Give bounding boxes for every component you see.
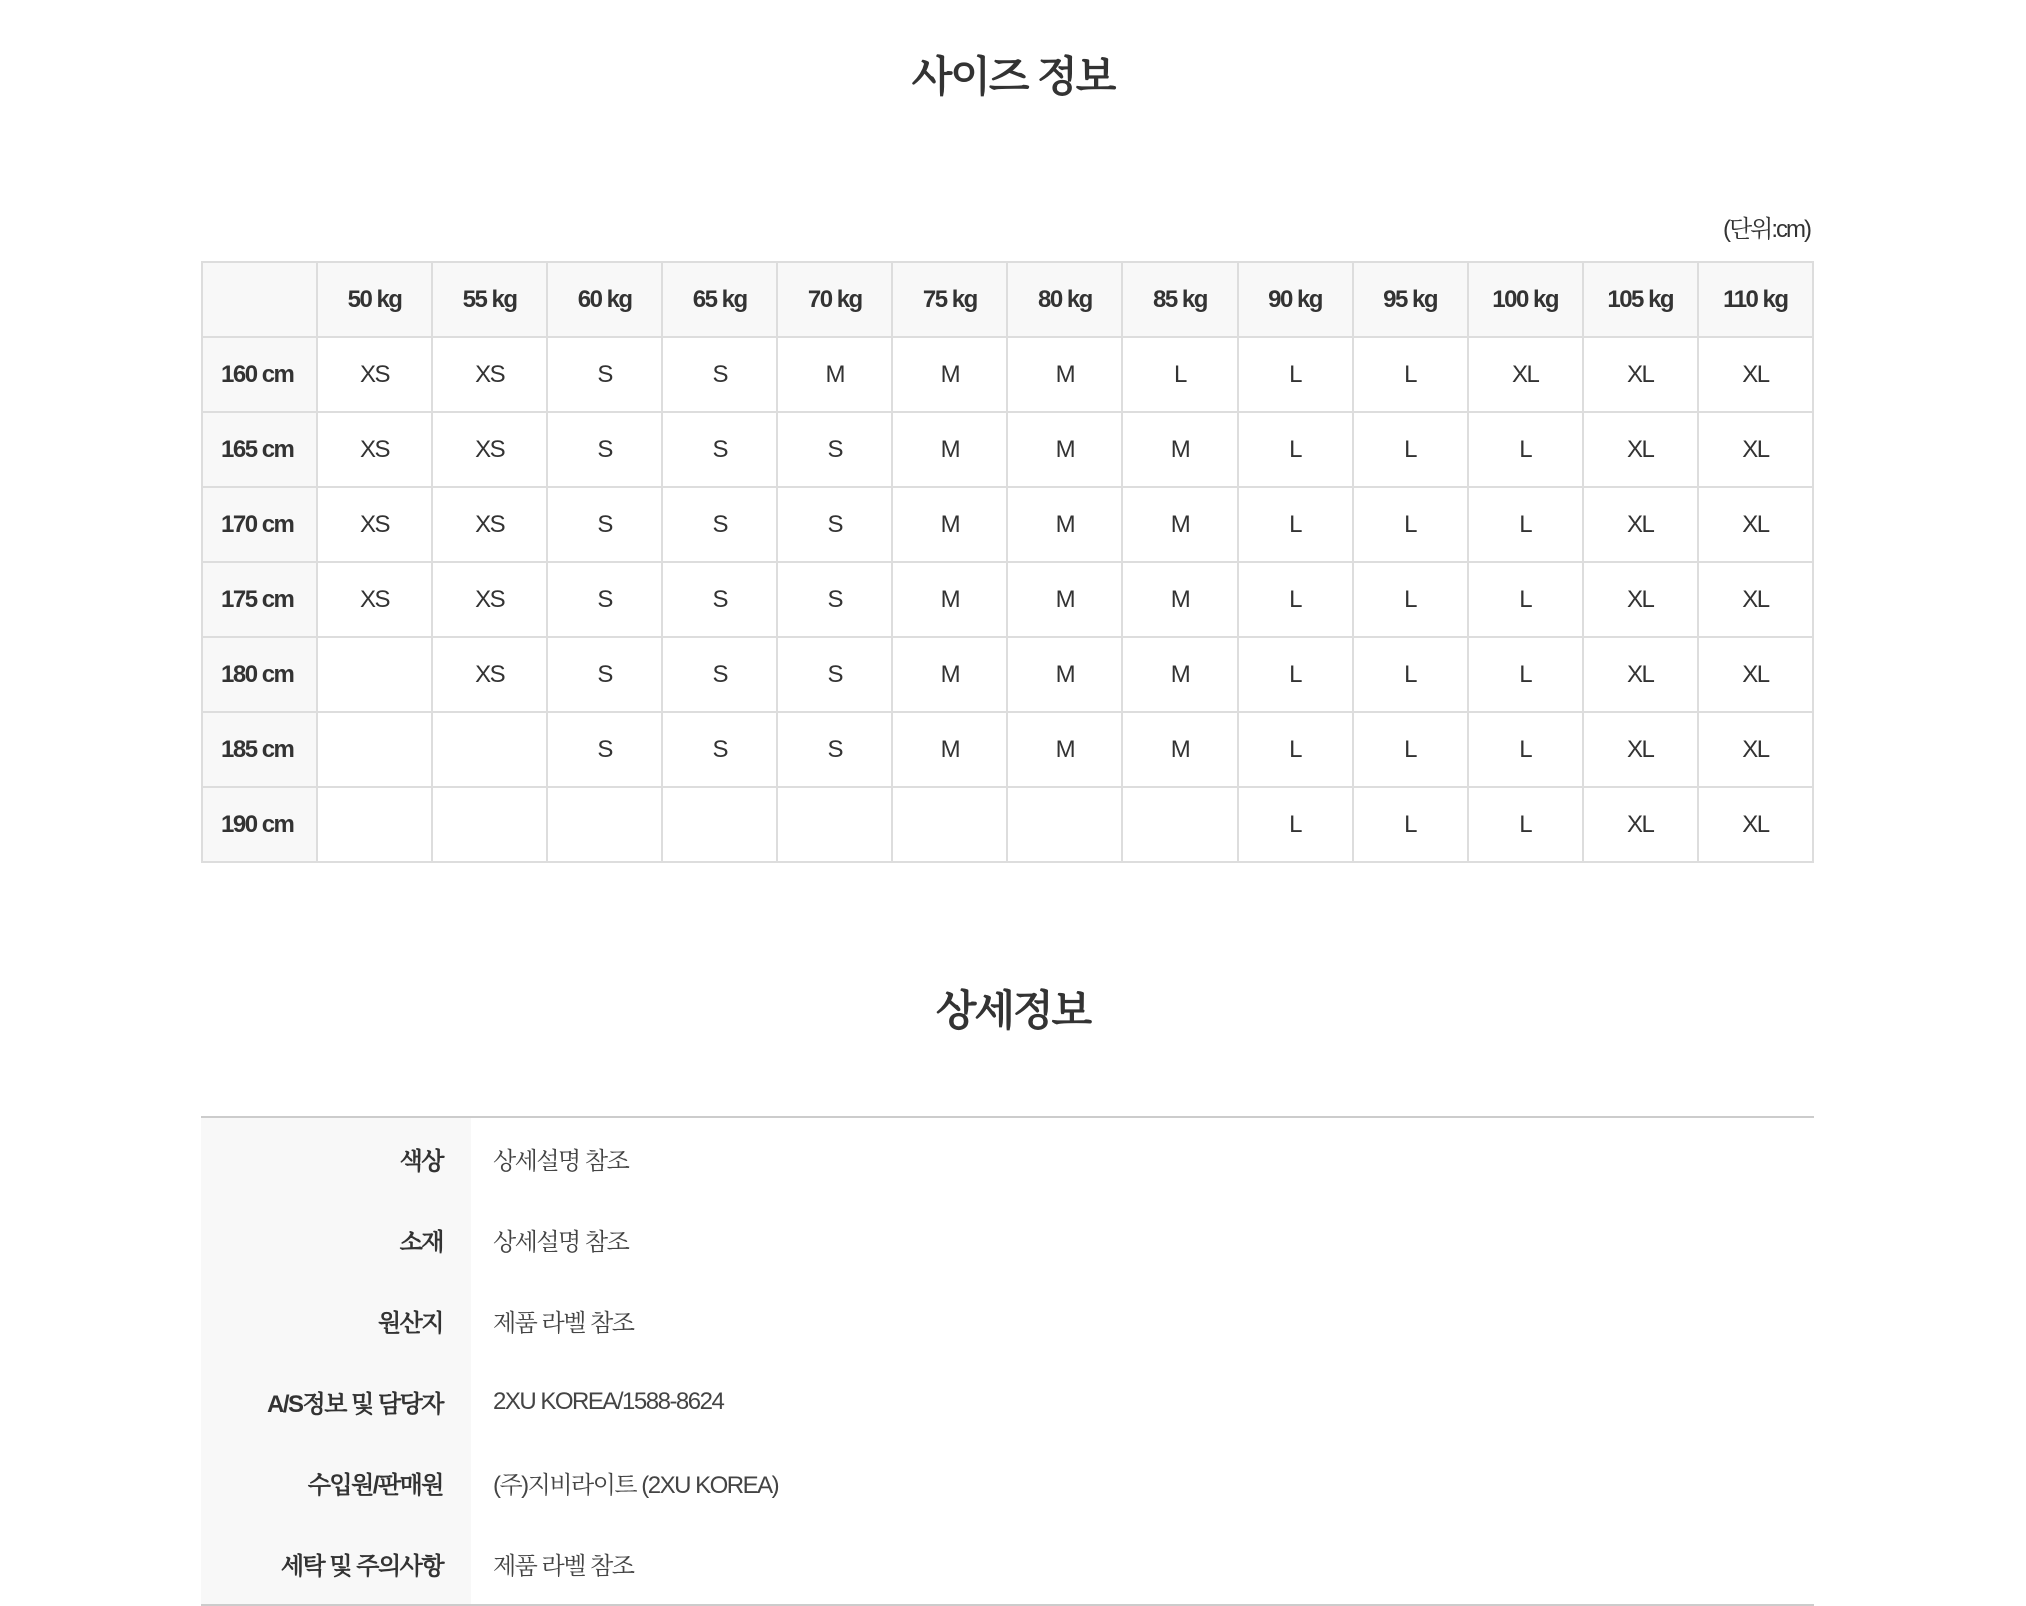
detail-label: 색상 [201,1117,471,1199]
size-cell: XS [317,487,432,562]
size-chart-corner-cell [202,262,317,337]
size-cell: L [1468,487,1583,562]
size-info-title: 사이즈 정보 [911,53,1115,100]
size-cell: XL [1468,337,1583,412]
size-cell: S [662,487,777,562]
size-cell: M [892,487,1007,562]
size-cell: XS [317,412,432,487]
size-cell: XL [1583,412,1698,487]
weight-header-cell: 70 kg [777,262,892,337]
size-cell [892,787,1007,862]
weight-header-cell: 55 kg [432,262,547,337]
size-cell: S [547,337,662,412]
size-cell: M [892,637,1007,712]
size-cell: XL [1698,562,1813,637]
detail-row [201,1199,1814,1280]
size-cell: XS [432,637,547,712]
size-cell: XL [1698,337,1813,412]
size-cell: M [1122,712,1237,787]
size-cell: L [1238,337,1353,412]
size-cell: L [1238,412,1353,487]
size-cell: L [1353,337,1468,412]
size-cell: XS [432,487,547,562]
size-cell: M [1122,562,1237,637]
weight-header-cell: 110 kg [1698,262,1813,337]
detail-row [201,1117,1814,1199]
size-cell: XL [1698,412,1813,487]
size-cell: S [547,712,662,787]
size-cell: XL [1583,337,1698,412]
size-cell: L [1238,787,1353,862]
size-chart-table [201,261,1814,863]
detail-info-title: 상세정보 [935,987,1091,1034]
size-cell: L [1353,562,1468,637]
size-cell: L [1238,712,1353,787]
size-cell: M [1122,487,1237,562]
size-cell: XS [317,562,432,637]
weight-header-cell: 75 kg [892,262,1007,337]
size-cell: S [777,412,892,487]
detail-row [201,1523,1814,1605]
size-cell [662,787,777,862]
size-cell: M [892,562,1007,637]
size-cell: S [777,487,892,562]
size-cell: S [662,712,777,787]
size-cell: XL [1583,637,1698,712]
size-cell: S [662,337,777,412]
detail-value: 제품 라벨 참조 [493,1553,634,1580]
detail-value: (주)지비라이트 (2XU KOREA) [493,1472,779,1499]
size-cell: S [547,412,662,487]
detail-info-table [201,1116,1814,1606]
size-cell [317,712,432,787]
size-cell: L [1353,787,1468,862]
size-cell [777,787,892,862]
size-cell: S [662,637,777,712]
size-cell: M [892,337,1007,412]
table-row [202,337,1813,412]
size-cell: M [1007,712,1122,787]
size-cell: XL [1583,487,1698,562]
size-cell: L [1468,412,1583,487]
height-header-cell: 170 cm [202,487,317,562]
size-cell: M [777,337,892,412]
size-cell: XS [432,412,547,487]
height-header-cell: 190 cm [202,787,317,862]
detail-label: A/S정보 및 담당자 [201,1361,471,1442]
size-cell: L [1353,412,1468,487]
detail-row [201,1361,1814,1442]
height-header-cell: 160 cm [202,337,317,412]
size-cell: XL [1698,787,1813,862]
size-cell: XL [1583,562,1698,637]
table-row [202,412,1813,487]
size-cell: XL [1583,787,1698,862]
detail-label: 세탁 및 주의사항 [201,1523,471,1605]
size-cell: L [1238,637,1353,712]
weight-header-cell: 100 kg [1468,262,1583,337]
size-cell: XL [1698,487,1813,562]
weight-header-cell: 85 kg [1122,262,1237,337]
size-cell [432,712,547,787]
size-cell: L [1468,562,1583,637]
detail-label: 소재 [201,1199,471,1280]
size-cell [317,787,432,862]
size-cell: L [1238,487,1353,562]
weight-header-cell: 90 kg [1238,262,1353,337]
size-cell: S [777,562,892,637]
size-cell: S [547,562,662,637]
size-cell: S [662,562,777,637]
detail-info-body [201,1117,1814,1605]
size-cell: M [1122,412,1237,487]
size-cell [1007,787,1122,862]
table-row [202,637,1813,712]
detail-row [201,1442,1814,1523]
height-header-cell: 165 cm [202,412,317,487]
weight-header-cell: 60 kg [547,262,662,337]
size-cell: L [1353,712,1468,787]
detail-row [201,1280,1814,1361]
size-cell: S [777,712,892,787]
size-cell: S [547,637,662,712]
size-cell: M [1007,412,1122,487]
size-cell: L [1468,787,1583,862]
size-cell: XS [432,562,547,637]
size-cell [432,787,547,862]
size-chart-body [202,337,1813,862]
unit-note: (단위:cm) [1722,216,1810,243]
size-cell: M [892,712,1007,787]
size-cell: M [1007,337,1122,412]
weight-header-cell: 65 kg [662,262,777,337]
table-row [202,712,1813,787]
table-row [202,787,1813,862]
detail-value: 2XU KOREA/1588-8624 [493,1387,724,1415]
height-header-cell: 185 cm [202,712,317,787]
detail-label: 원산지 [201,1280,471,1361]
size-cell: M [1122,637,1237,712]
size-cell: M [1007,562,1122,637]
detail-value: 제품 라벨 참조 [493,1310,634,1337]
height-header-cell: 180 cm [202,637,317,712]
size-cell: M [1007,637,1122,712]
weight-header-cell: 50 kg [317,262,432,337]
size-cell: XL [1698,712,1813,787]
detail-value: 상세설명 참조 [493,1229,629,1256]
size-cell [1122,787,1237,862]
size-cell [547,787,662,862]
size-cell: XL [1583,712,1698,787]
weight-header-cell: 95 kg [1353,262,1468,337]
table-row [202,562,1813,637]
size-cell: XS [317,337,432,412]
height-header-cell: 175 cm [202,562,317,637]
table-row [202,487,1813,562]
size-cell: XS [432,337,547,412]
size-cell: L [1468,637,1583,712]
size-cell [317,637,432,712]
detail-label: 수입원/판매원 [201,1442,471,1523]
detail-value: 상세설명 참조 [493,1148,629,1175]
weight-header-cell: 80 kg [1007,262,1122,337]
size-chart-header-row [202,262,1813,337]
size-cell: L [1122,337,1237,412]
size-cell: S [777,637,892,712]
size-cell: L [1353,637,1468,712]
size-cell: L [1353,487,1468,562]
size-cell: S [547,487,662,562]
size-cell: M [1007,487,1122,562]
size-cell: L [1238,562,1353,637]
weight-header-cell: 105 kg [1583,262,1698,337]
size-cell: M [892,412,1007,487]
size-cell: S [662,412,777,487]
size-cell: XL [1698,637,1813,712]
size-cell: L [1468,712,1583,787]
